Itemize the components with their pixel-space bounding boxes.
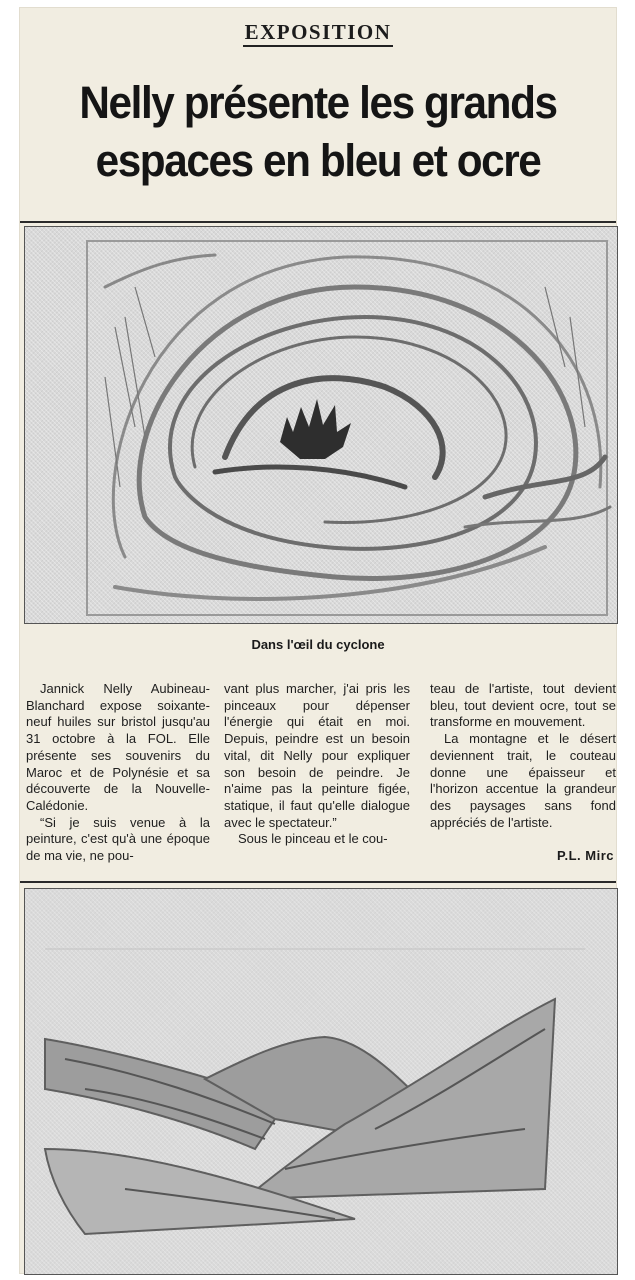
article-paragraph: Jannick Nelly Aubineau-Blanchard expose soixante-neuf huiles sur bristol jusqu'au 31 octobre à la FOL. Elle présente ses souvenirs du Maroc et de Polynésie et sa découverte de la Nouvelle-Calédonie. [26,681,210,813]
article-column-3 [430,681,616,831]
article-paragraph: Sous le pinceau et le cou- [238,831,388,847]
article-paragraph: “Si je suis venue à la peinture, c'est qu'à une époque de ma vie, ne pou- [26,814,210,864]
byline: P.L. Mirc [556,848,614,863]
section-label-text: EXPOSITION [243,20,394,47]
divider-rule [20,881,616,883]
landscape-painting-illustration [25,889,617,1274]
article-paragraph: La montagne et le désert deviennent trait, le couteau donne une épaisseur et l'horizon accentue la grandeur des paysages sans fond appréciés de l'artiste. [430,731,616,830]
landscape-painting-photo [24,888,618,1275]
newspaper-clipping [20,8,616,1273]
article-paragraph: vant plus marcher, j'ai pris les pinceaux pour dépenser l'énergie qui était en moi. Depuis, peindre est un besoin vital, dit Nelly pour expliquer son besoin de peindre. Je n'aime pas la peinture figée, statique, il faut qu'elle dialogue avec le spectateur.” [224,681,410,830]
article-column-2 [224,681,410,848]
divider-rule [20,221,616,223]
article-column-1 [26,681,210,865]
photo-caption: Dans l'œil du cyclone [251,637,385,652]
headline [38,74,598,190]
cyclone-painting-illustration [25,227,617,623]
article-paragraph: teau de l'artiste, tout devient bleu, tout devient ocre, tout se transforme en mouvement. [430,681,616,730]
headline-line-2: espaces en bleu et ocre [95,135,541,186]
headline-line-1: Nelly présente les grands [79,77,557,128]
section-label [20,20,616,45]
cyclone-painting-photo [24,226,618,624]
